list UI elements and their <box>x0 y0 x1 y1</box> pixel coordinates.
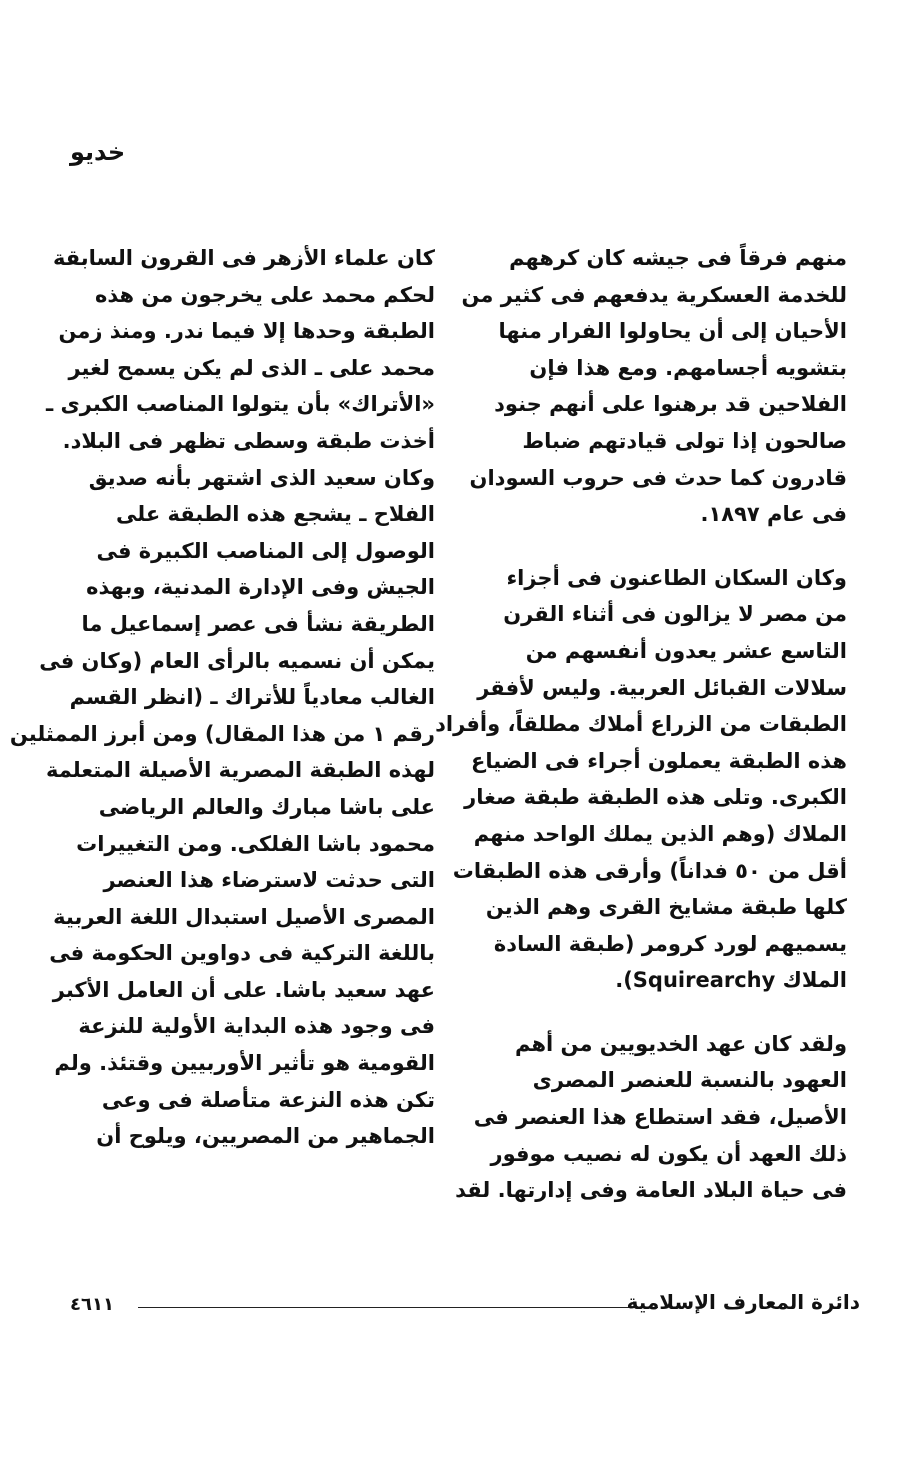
text-line: الفلاحين قد برهنوا على أنهم جنود <box>494 392 847 417</box>
right-column-paragraph-1 <box>461 240 847 533</box>
text-line: الطبقات من الزراع أملاك مطلقاً، وأفراد <box>435 712 847 737</box>
text-line: قادرون كما حدث فى حروب السودان <box>469 465 847 490</box>
text-line: باللغة التركية فى دواوين الحكومة فى <box>49 941 435 966</box>
text-line: بتشويه أجسامهم. ومع هذا فإن <box>529 355 847 380</box>
text-line: محمود باشا الفلكى. ومن التغييرات <box>76 831 435 856</box>
text-line: الجماهير من المصريين، ويلوح أن <box>96 1124 435 1149</box>
text-line: يمكن أن نسميه بالرأى العام (وكان فى <box>39 648 435 673</box>
text-line: من مصر لا يزالون فى أثناء القرن <box>503 602 847 627</box>
text-line: ذلك العهد أن يكون له نصيب موفور <box>490 1141 847 1166</box>
right-column-paragraph-2 <box>435 560 847 999</box>
text-line: التى حدثت لاسترضاء هذا العنصر <box>103 868 435 893</box>
text-line: أقل من ٥٠ فداناً) وأرقى هذه الطبقات <box>452 858 847 883</box>
text-line: المصرى الأصيل استبدال اللغة العربية <box>53 904 435 929</box>
left-column <box>9 240 435 1155</box>
encyclopedia-title: دائرة المعارف الإسلامية <box>626 1290 860 1314</box>
text-line: وكان سعيد الذى اشتهر بأنه صديق <box>88 465 435 490</box>
right-column-paragraph-3 <box>455 1026 847 1209</box>
left-column-paragraph-1 <box>9 240 435 1155</box>
text-line: منهم فرقاً فى جيشه كان كرههم <box>509 246 847 270</box>
footer-rule <box>138 1307 658 1308</box>
text-line: الجيش وفى الإدارة المدنية، وبهذه <box>86 575 435 600</box>
text-line: فى عام ١٨٩٧. <box>700 502 847 527</box>
text-line: الغالب معادياً للأتراك ـ (انظر القسم <box>69 685 435 710</box>
text-line: سلالات القبائل العربية. وليس لأفقر <box>477 675 847 700</box>
text-line: كان علماء الأزهر فى القرون السابقة <box>52 246 435 270</box>
text-line: على باشا مبارك والعالم الرياضى <box>98 794 435 819</box>
text-line: عهد سعيد باشا. على أن العامل الأكبر <box>52 977 435 1002</box>
text-line: «الأتراك» بأن يتولوا المناصب الكبرى ـ <box>46 392 435 417</box>
text-line: وكان السكان الطاعنون فى أجزاء <box>506 565 847 590</box>
text-line: الملاك Squirearchy). <box>615 968 847 993</box>
text-line: صالحون إذا تولى قيادتهم ضباط <box>522 428 847 453</box>
text-line: هذه الطبقة يعملون أجراء فى الضياع <box>471 748 847 773</box>
page-number: ٤٦١١ <box>70 1294 114 1315</box>
text-line: العهود بالنسبة للعنصر المصرى <box>532 1068 847 1093</box>
text-line: ولقد كان عهد الخديويين من أهم <box>515 1031 847 1056</box>
text-line: فى وجود هذه البداية الأولية للنزعة <box>78 1014 435 1039</box>
text-line: الوصول إلى المناصب الكبيرة فى <box>96 538 435 563</box>
text-line: للخدمة العسكرية يدفعهم فى كثير من <box>461 282 847 307</box>
right-column <box>435 240 847 1209</box>
text-line: الكبرى. وتلى هذه الطبقة طبقة صغار <box>464 785 847 810</box>
text-line: يسميهم لورد كرومر (طبقة السادة <box>493 931 847 956</box>
text-line: الأحيان إلى أن يحاولوا الفرار منها <box>498 319 847 344</box>
page-footer <box>70 1290 860 1320</box>
paragraph-gap <box>490 533 847 560</box>
text-line: أخذت طبقة وسطى تظهر فى البلاد. <box>62 428 435 453</box>
running-head-title: خديو <box>70 138 126 166</box>
text-line: لهذه الطبقة المصرية الأصيلة المتعلمة <box>45 758 435 783</box>
text-line: القومية هو تأثير الأوربيين وقتئذ. ولم <box>54 1051 435 1076</box>
text-line: التاسع عشر يعدون أنفسهم من <box>525 638 847 663</box>
text-line: تكن هذه النزعة متأصلة فى وعى <box>101 1087 435 1112</box>
text-line: الملاك (وهم الذين يملك الواحد منهم <box>473 821 847 846</box>
text-line: الفلاح ـ يشجع هذه الطبقة على <box>116 502 435 527</box>
paragraph-gap <box>490 999 847 1026</box>
text-line: كلها طبقة مشايخ القرى وهم الذين <box>485 895 847 920</box>
text-line: لحكم محمد على يخرجون من هذه <box>94 282 435 307</box>
text-line: الطبقة وحدها إلا فيما ندر. ومنذ زمن <box>58 319 435 344</box>
text-line: الأصيل، فقد استطاع هذا العنصر فى <box>473 1105 847 1130</box>
text-line: رقم ١ من هذا المقال) ومن أبرز الممثلين <box>9 721 435 746</box>
text-line: فى حياة البلاد العامة وفى إدارتها. لقد <box>455 1178 847 1203</box>
text-line: الطريقة نشأ فى عصر إسماعيل ما <box>81 611 435 636</box>
text-line: محمد على ـ الذى لم يكن يسمح لغير <box>68 355 435 380</box>
